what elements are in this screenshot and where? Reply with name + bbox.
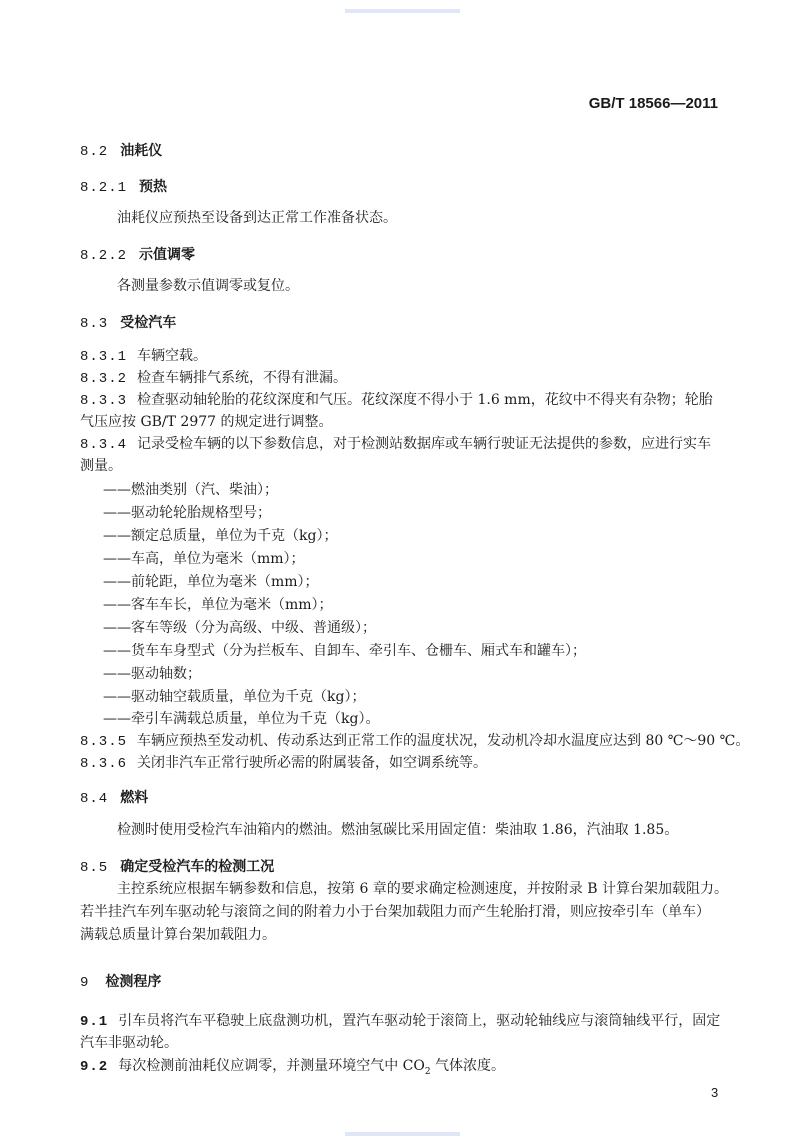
list-item: ——牵引车满载总质量，单位为千克（kg）。: [103, 711, 380, 727]
list-item: ——货车车身型式（分为拦板车、自卸车、牵引车、仓栅车、厢式车和罐车）；: [103, 643, 586, 659]
list-item: ——客车等级（分为高级、中级、普通级）；: [103, 620, 376, 636]
heading-8-2-1: 8.2.1 预热: [80, 179, 168, 196]
paragraph: 检测时使用受检汽车油箱内的燃油。燃油氢碳比采用固定值：柴油取 1.86，汽油取 1.85。: [117, 822, 679, 838]
list-item: ——车高，单位为毫米（mm）；: [103, 551, 305, 567]
heading-8-2: 8.2 油耗仪: [80, 143, 163, 160]
clause-9-2: 9.2 每次检测前油耗仪应调零，并测量环境空气中 $CO_2$ 气体浓度。: [80, 1058, 506, 1077]
paragraph: 满载总质量计算台架加载阻力。: [80, 927, 276, 943]
clause-8-3-6: 8.3.6 关闭非汽车正常行驶所必需的附属装备，如空调系统等。: [80, 755, 488, 772]
list-item: ——额定总质量，单位为千克（kg）；: [103, 528, 338, 544]
list-item: ——客车车长，单位为毫米（mm）；: [103, 597, 333, 613]
watermark-bottom: [345, 1132, 460, 1136]
page-number: 3: [711, 1085, 719, 1100]
heading-8-2-2: 8.2.2 示值调零: [80, 247, 196, 264]
heading-8-5: 8.5 确定受检汽车的检测工况: [80, 859, 275, 876]
list-item: ——前轮距，单位为毫米（mm）；: [103, 574, 319, 590]
clause-8-3-4: 8.3.4 记录受检车辆的以下参数信息，对于检测站数据库或车辆行驶证无法提供的参数，应进行实车: [80, 436, 712, 453]
paragraph: 主控系统应根据车辆参数和信息，按第 6 章的要求确定检测速度，并按附录 B 计算台架加载阻力。: [117, 881, 728, 897]
clause-8-3-4-cont: 测量。: [80, 458, 122, 474]
heading-8-3: 8.3 受检汽车: [80, 315, 177, 332]
clause-9-1: 9.1 引车员将汽车平稳驶上底盘测功机，置汽车驱动轮于滚筒上，驱动轮轴线应与滚筒轴线平行，固定: [80, 1013, 721, 1030]
standard-number: GB/T 18566—2011: [588, 95, 718, 112]
clause-8-3-5: 8.3.5 车辆应预热至发动机、传动系达到正常工作的温度状况，发动机冷却水温度应达到 80 ℃～90 ℃。: [80, 733, 750, 750]
clause-8-3-2: 8.3.2 检查车辆排气系统，不得有泄漏。: [80, 370, 348, 387]
clause-9-1-cont: 汽车非驱动轮。: [80, 1035, 178, 1051]
clause-8-3-3-cont: 气压应按 GB/T 2977 的规定进行调整。: [80, 414, 333, 430]
paragraph: 各测量参数示值调零或复位。: [117, 278, 299, 294]
paragraph: 油耗仪应预热至设备到达正常工作准备状态。: [117, 210, 397, 226]
list-item: ——驱动轮轮胎规格型号；: [103, 505, 271, 521]
heading-9: 9 检测程序: [80, 974, 162, 991]
clause-8-3-3: 8.3.3 检查驱动轴轮胎的花纹深度和气压。花纹深度不得小于 1.6 mm，花纹中不得夹有杂物；轮胎: [80, 392, 713, 409]
watermark-top: [345, 9, 460, 13]
heading-8-4: 8.4 燃料: [80, 790, 149, 807]
list-item: ——驱动轴数；: [103, 666, 201, 682]
paragraph: 若半挂汽车列车驱动轮与滚筒之间的附着力小于台架加载阻力而产生轮胎打滑，则应按牵引车（单车）: [80, 904, 710, 920]
clause-8-3-1: 8.3.1 车辆空载。: [80, 348, 208, 365]
list-item: ——驱动轴空载质量，单位为千克（kg）；: [103, 689, 366, 705]
list-item: ——燃油类别（汽、柴油）；: [103, 482, 278, 498]
